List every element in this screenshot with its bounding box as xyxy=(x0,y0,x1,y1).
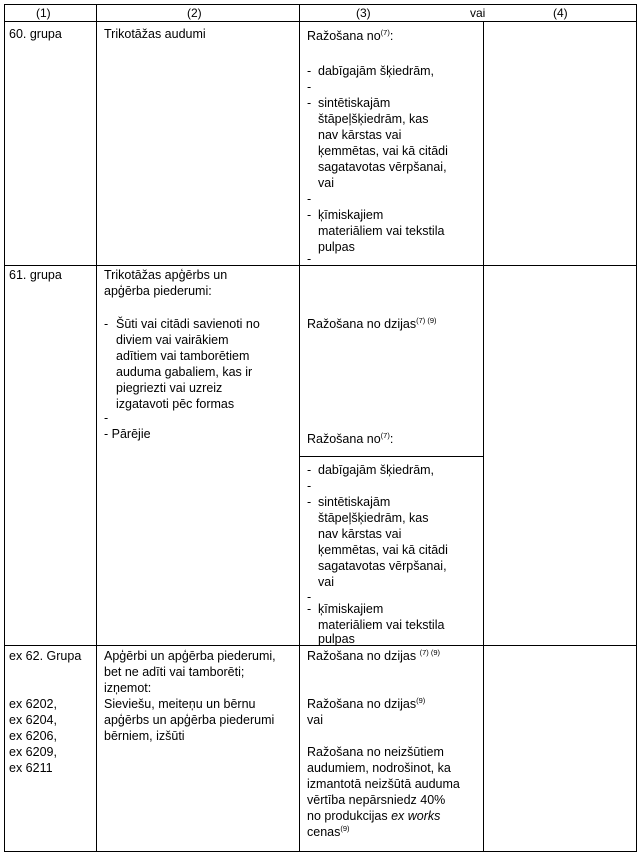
row-60-item-3-line-3: pulpas xyxy=(318,240,355,254)
row-61-dash-3: - xyxy=(307,495,312,509)
column-divider-2-3 xyxy=(299,4,300,852)
row-61-sub-1-line-4: auduma gabaliem, kas ir xyxy=(116,365,253,379)
row-61-sub-1-line-5: piegriezti vai uzreiz xyxy=(116,381,223,395)
row-60-item-2-line-3: nav kārstas vai xyxy=(318,128,402,142)
row-62-connector-vai: vai xyxy=(307,713,323,727)
row-62-description-line-6: bērniem, izšūti xyxy=(104,729,185,743)
row-60-description: Trikotāžas audumi xyxy=(104,27,206,41)
row-60-rule-footnote: (7) xyxy=(380,27,390,37)
row-61-dash-1: - xyxy=(307,463,312,477)
row-60-dash-5: - xyxy=(307,208,312,222)
row-61-item-3-line-3: pulpas xyxy=(318,632,355,646)
row-divider-60-61 xyxy=(4,265,636,266)
table-border-top xyxy=(4,4,636,5)
row-61-item-2-line-2: štāpeļšķiedrām, kas xyxy=(318,511,429,525)
row-61-rule-2-text: Ražošana no xyxy=(307,432,381,446)
row-62-code-3: ex 6206, xyxy=(9,729,57,743)
row-61-dash-5: - xyxy=(307,602,312,616)
header-col-4: (4) xyxy=(553,6,568,20)
row-61-rule-1 xyxy=(307,317,437,332)
row-62-rule-1 xyxy=(307,649,440,664)
row-62-rule-2-text: Ražošana no dzijas xyxy=(307,697,417,711)
row-62-alt-rule-line-5-text: no produkcijas xyxy=(307,809,392,823)
table-border-left xyxy=(4,4,5,852)
row-61-item-2-line-1: sintētiskajām xyxy=(318,495,391,509)
column-divider-3-4 xyxy=(483,21,484,852)
header-col-2: (2) xyxy=(187,6,202,20)
row-61-item-2-line-5: sagatavotas vērpšanai, xyxy=(318,559,447,573)
row-62-rule-1-text: Ražošana no dzijas xyxy=(307,649,417,663)
row-60-dash-3: - xyxy=(307,96,312,110)
row-60-item-2-line-4: ķemmētas, vai kā citādi xyxy=(318,144,448,158)
row-divider-61-internal xyxy=(299,456,483,457)
row-60-dash-6: - xyxy=(307,252,312,266)
row-60-item-2-line-2: štāpeļšķiedrām, kas xyxy=(318,112,429,126)
row-60-item-2-line-5: sagatavotas vērpšanai, xyxy=(318,160,447,174)
row-61-sub-1-line-3: adītiem vai tamborētiem xyxy=(116,349,250,363)
row-61-rule-2: Ražošana $no^{(7)}$: xyxy=(307,430,394,446)
row-62-heading: ex 62. Grupa xyxy=(9,649,82,663)
row-60-rule-intro: Ražošana $no^{(7)}$: xyxy=(307,27,394,43)
row-61-rule-2-footnote: (7) xyxy=(380,430,390,440)
row-61-item-2-line-3: nav kārstas vai xyxy=(318,527,402,541)
row-60-dash-1: - xyxy=(307,64,312,78)
row-62-description-line-2: bet ne adīti vai tamborēti; xyxy=(104,665,245,679)
row-61-sub-1-line-1: Šūti vai citādi savienoti no xyxy=(116,317,260,331)
row-61-rule-1-footnote: (7) (9) xyxy=(416,315,437,325)
row-61-item-2-line-4: ķemmētas, vai kā citādi xyxy=(318,543,448,557)
row-60-item-2-line-6: vai xyxy=(318,176,334,190)
row-62-alt-rule-line-2: audumiem, nodrošinot, ka xyxy=(307,761,451,775)
table-border-bottom xyxy=(4,851,636,852)
row-62-alt-rule-line-3: izmantotā neizšūtā auduma xyxy=(307,777,460,791)
row-61-sub-1-dash: - xyxy=(104,317,109,331)
row-60-dash-4: - xyxy=(307,192,312,206)
row-61-dash-4: - xyxy=(307,590,312,604)
column-divider-1-2 xyxy=(96,4,97,852)
row-62-rule-2 xyxy=(307,697,425,712)
row-62-code-5: ex 6211 xyxy=(9,761,53,775)
row-61-description-line-2: apģērba piederumi: xyxy=(104,284,212,298)
header-connector-vai: vai xyxy=(470,6,486,20)
row-62-ex-works: ex works xyxy=(391,809,441,823)
table-border-right xyxy=(636,4,637,852)
row-60-item-3-line-1: ķīmiskajiem xyxy=(318,208,384,222)
row-62-alt-rule-line-5 xyxy=(307,809,440,824)
row-62-alt-rule-line-6-text: cenas xyxy=(307,825,341,839)
row-62-description-line-1: Apģērbi un apģērba piederumi, xyxy=(104,649,276,663)
row-62-alt-rule-line-1: Ražošana no neizšūtiem xyxy=(307,745,444,759)
row-62-description-line-3: izņemot: xyxy=(104,681,152,695)
row-61-item-3-line-2: materiāliem vai tekstila xyxy=(318,618,445,632)
header-divider xyxy=(4,21,636,22)
row-61-item-3-line-1: ķīmiskajiem xyxy=(318,602,384,616)
row-61-sub-1-line-2: diviem vai vairākiem xyxy=(116,333,229,347)
row-60-item-2-line-1: sintētiskajām xyxy=(318,96,391,110)
row-61-sub-2: - Pārējie xyxy=(104,427,151,441)
row-62-description-line-4: Sieviešu, meiteņu un bērnu xyxy=(104,697,256,711)
row-61-sub-dash-blank: - xyxy=(104,411,109,425)
row-61-item-1: dabīgajām šķiedrām, xyxy=(318,463,435,477)
row-62-code-1: ex 6202, xyxy=(9,697,57,711)
row-60-item-3-line-2: materiāliem vai tekstila xyxy=(318,224,445,238)
row-62-alt-rule-line-6 xyxy=(307,825,350,840)
row-61-rule-1-text: Ražošana no dzijas xyxy=(307,317,417,331)
row-62-code-2: ex 6204, xyxy=(9,713,57,727)
row-61-heading: 61. grupa xyxy=(9,268,62,282)
row-60-rule-text: Ražošana no xyxy=(307,29,381,43)
row-62-alt-rule-line-4: vērtība nepārsniedz 40% xyxy=(307,793,446,807)
row-62-code-4: ex 6209, xyxy=(9,745,57,759)
header-col-1: (1) xyxy=(36,6,51,20)
row-60-heading: 60. grupa xyxy=(9,27,62,41)
row-62-rule-2-footnote: (9) xyxy=(416,695,426,705)
row-60-dash-2: - xyxy=(307,80,312,94)
row-62-rule-1-footnote: (7) (9) xyxy=(419,647,441,657)
header-col-3: (3) xyxy=(356,6,371,20)
row-60-item-1: dabīgajām šķiedrām, xyxy=(318,64,435,78)
row-61-sub-1-line-6: izgatavoti pēc formas xyxy=(116,397,235,411)
row-61-item-2-line-6: vai xyxy=(318,575,334,589)
row-62-alt-rule-footnote: (9) xyxy=(340,823,350,833)
row-61-description-line-1: Trikotāžas apģērbs un xyxy=(104,268,228,282)
row-61-dash-2: - xyxy=(307,479,312,493)
row-62-description-line-5: apģērbs un apģērba piederumi xyxy=(104,713,275,727)
